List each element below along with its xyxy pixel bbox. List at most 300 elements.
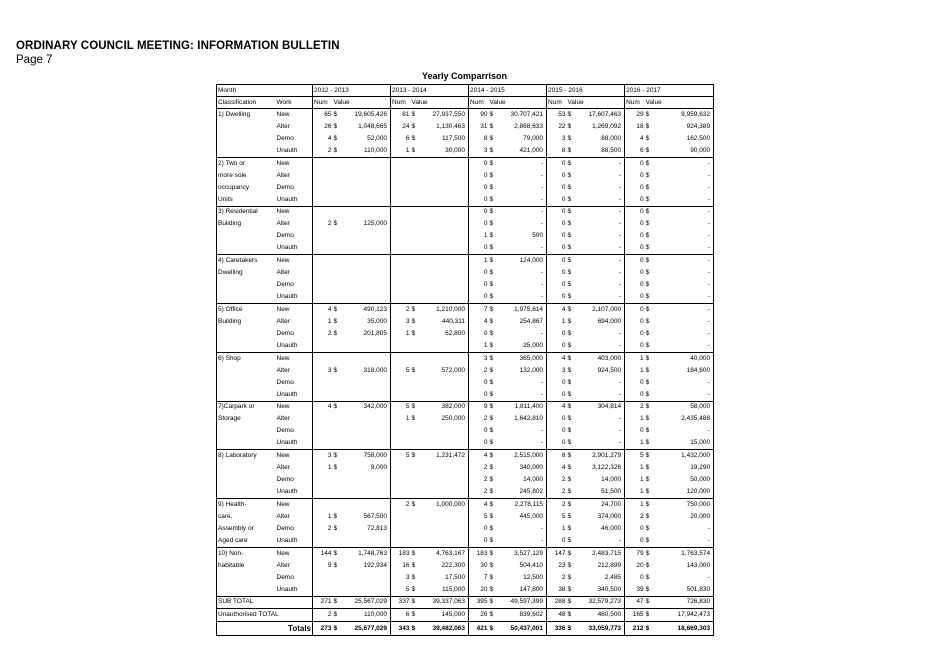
value-cell: 421,000	[519, 146, 544, 154]
classification-cell: care,	[218, 512, 233, 520]
num-cell	[313, 377, 333, 389]
currency-cell: $	[411, 585, 416, 593]
table-row	[217, 474, 714, 486]
value-cell: 2,868,633	[514, 122, 544, 130]
value-cell: 572,000	[441, 366, 466, 374]
value-cell: 14,000	[523, 476, 544, 484]
value-cell: 1,269,092	[592, 122, 622, 130]
currency-cell: $	[567, 512, 572, 520]
currency-cell: $	[333, 403, 338, 411]
currency-cell: $	[333, 561, 338, 569]
num-cell: 5	[391, 365, 411, 377]
value-cell: 924,500	[597, 366, 622, 374]
currency-cell	[411, 255, 419, 267]
num-cell: 1	[625, 437, 645, 449]
classification-cell	[217, 230, 276, 242]
currency-cell: $	[411, 624, 416, 632]
work-cell: Alter	[276, 220, 290, 228]
num-cell: 1	[469, 340, 489, 352]
currency-cell: $	[411, 317, 416, 325]
num-cell	[391, 511, 411, 523]
work-cell: Unauth	[276, 146, 298, 154]
currency-cell: $	[645, 452, 650, 460]
currency-cell: $	[645, 598, 650, 606]
num-cell	[391, 218, 411, 230]
num-cell: 0	[625, 328, 645, 340]
value-cell	[419, 462, 469, 474]
num-cell	[391, 535, 411, 547]
num-cell	[313, 499, 333, 511]
num-cell	[313, 206, 333, 218]
num-cell: 4	[313, 304, 333, 316]
value-cell: 192,934	[363, 561, 388, 569]
value-cell	[341, 340, 391, 352]
currency-cell: $	[489, 366, 494, 374]
value-cell	[419, 157, 469, 169]
value-cell	[419, 170, 469, 182]
value-cell	[341, 584, 391, 596]
value-cell: 1,811,400	[514, 403, 544, 411]
value-cell: -	[707, 378, 711, 386]
classification-cell: more sole	[218, 171, 247, 179]
table-row	[217, 133, 714, 145]
value-cell: -	[618, 427, 622, 435]
currency-cell: $	[567, 281, 572, 289]
num-cell: 0	[469, 535, 489, 547]
value-cell	[419, 279, 469, 291]
value-cell: -	[540, 329, 544, 337]
num-cell: 0	[469, 157, 489, 169]
currency-cell: $	[489, 464, 494, 472]
classification-cell: Building	[218, 220, 242, 228]
value-cell: -	[618, 232, 622, 240]
value-cell: -	[618, 171, 622, 179]
value-cell: -	[707, 269, 711, 277]
value-cell: 1,642,810	[514, 415, 544, 423]
currency-cell: $	[489, 183, 494, 191]
currency-cell: $	[645, 611, 650, 619]
value-cell	[419, 340, 469, 352]
currency-cell: $	[333, 317, 338, 325]
value-cell: 117,500	[442, 134, 466, 142]
currency-cell: $	[567, 305, 572, 313]
num-cell: 1	[625, 486, 645, 498]
value-cell: -	[540, 427, 544, 435]
currency-cell: $	[645, 415, 650, 423]
classification-cell: habitable	[218, 561, 245, 569]
work-cell: New	[276, 354, 290, 362]
value-cell	[341, 572, 391, 584]
value-cell: 27,937,550	[432, 110, 466, 118]
value-cell: 440,311	[442, 317, 466, 325]
currency-cell	[333, 499, 341, 511]
work-cell: New	[276, 452, 290, 460]
value-cell: -	[618, 159, 622, 167]
value-cell: 1,210,000	[436, 305, 466, 313]
classification-cell	[217, 145, 276, 157]
value-cell	[419, 242, 469, 254]
currency-cell	[333, 242, 341, 254]
value-cell: -	[707, 536, 711, 544]
table-row	[217, 535, 714, 547]
currency-cell: $	[489, 524, 494, 532]
currency-cell	[333, 206, 341, 218]
value-cell: -	[707, 208, 711, 216]
currency-cell: $	[567, 329, 572, 337]
currency-cell: $	[567, 171, 572, 179]
currency-cell: $	[645, 159, 650, 167]
currency-cell: $	[489, 403, 494, 411]
table-body	[217, 109, 714, 597]
num-cell: 22	[547, 121, 567, 133]
value-cell: -	[618, 244, 622, 252]
work-cell: New	[276, 208, 290, 216]
value-cell: -	[707, 281, 711, 289]
classification-cell	[217, 133, 276, 145]
currency-cell: $	[645, 317, 650, 325]
currency-cell	[333, 182, 341, 194]
num-cell: 79	[625, 547, 645, 559]
currency-cell: $	[645, 329, 650, 337]
work-cell: Unauth	[276, 341, 298, 349]
currency-cell: $	[333, 110, 338, 118]
num-cell: 2	[625, 401, 645, 413]
currency-cell	[411, 389, 419, 401]
value-cell: 132,000	[519, 366, 544, 374]
currency-cell: $	[489, 427, 494, 435]
num-cell: 1	[469, 255, 489, 267]
currency-cell: $	[645, 305, 650, 313]
currency-cell: $	[645, 549, 650, 557]
currency-cell: $	[411, 305, 416, 313]
value-cell: 250,000	[441, 415, 466, 423]
value-cell: 567,500	[363, 512, 388, 520]
subtotal-row	[217, 596, 714, 609]
num-cell: 2	[547, 486, 567, 498]
value-cell: 110,000	[364, 146, 388, 154]
table-row	[217, 242, 714, 254]
num-header: Num	[625, 97, 645, 109]
currency-cell: $	[645, 512, 650, 520]
value-cell: -	[618, 220, 622, 228]
num-cell: 3	[313, 365, 333, 377]
num-cell: 0	[547, 291, 567, 303]
num-cell: 2	[313, 218, 333, 230]
num-cell: 2	[469, 486, 489, 498]
value-cell: 1,763,574	[681, 549, 711, 557]
classification-cell	[217, 389, 276, 401]
value-cell: 382,000	[441, 403, 466, 411]
num-cell: 2	[391, 499, 411, 511]
currency-cell: $	[645, 390, 650, 398]
num-cell: 65	[313, 109, 333, 121]
num-cell: 3	[469, 145, 489, 157]
currency-cell: $	[411, 500, 416, 508]
currency-cell: $	[489, 512, 494, 520]
num-cell: 9	[313, 560, 333, 572]
classification-cell	[217, 340, 276, 352]
table-row	[217, 377, 714, 389]
value-cell: 79,000	[523, 134, 544, 142]
classification-cell: 1) Dwelling	[218, 110, 251, 118]
table-row	[217, 425, 714, 437]
currency-cell: $	[489, 159, 494, 167]
value-cell: -	[618, 281, 622, 289]
value-cell: -	[707, 573, 711, 581]
num-cell	[391, 462, 411, 474]
value-cell: -	[618, 195, 622, 203]
value-cell: -	[540, 208, 544, 216]
currency-cell: $	[333, 464, 338, 472]
value-cell: 403,000	[597, 354, 622, 362]
num-cell: 0	[625, 170, 645, 182]
classification-cell	[217, 279, 276, 291]
currency-cell: $	[489, 317, 494, 325]
currency-cell: $	[645, 403, 650, 411]
classification-cell: occupancy	[218, 183, 250, 191]
work-cell: Unauth	[276, 536, 298, 544]
num-cell: 0	[547, 194, 567, 206]
currency-cell: $	[567, 195, 572, 203]
num-cell	[313, 340, 333, 352]
num-cell	[313, 170, 333, 182]
currency-cell: $	[489, 195, 494, 203]
value-cell	[341, 170, 391, 182]
num-cell: 0	[469, 328, 489, 340]
classification-cell	[217, 437, 276, 449]
currency-cell: $	[645, 378, 650, 386]
num-cell: 0	[469, 182, 489, 194]
value-cell: -	[618, 183, 622, 191]
num-cell: 2	[469, 365, 489, 377]
value-cell: 51,500	[601, 488, 622, 496]
currency-cell	[333, 377, 341, 389]
currency-cell: $	[489, 439, 494, 447]
value-cell	[341, 352, 391, 364]
num-cell: 26	[313, 121, 333, 133]
currency-cell: $	[411, 611, 416, 619]
num-cell: 0	[625, 267, 645, 279]
currency-cell: $	[567, 317, 572, 325]
value-cell: 145,000	[441, 611, 466, 619]
currency-cell: $	[645, 208, 650, 216]
table-row	[217, 328, 714, 340]
num-cell: 26	[469, 609, 489, 622]
currency-cell: $	[567, 573, 572, 581]
currency-cell: $	[333, 220, 338, 228]
value-cell: 694,000	[597, 317, 622, 325]
currency-cell	[411, 523, 419, 535]
num-cell: 2	[313, 523, 333, 535]
value-cell: 35,000	[367, 317, 388, 325]
work-cell: Unauth	[276, 439, 298, 447]
num-cell: 2	[469, 462, 489, 474]
currency-cell	[333, 535, 341, 547]
num-cell: 5	[625, 450, 645, 462]
currency-cell	[411, 437, 419, 449]
num-cell: 1	[469, 230, 489, 242]
num-cell: 4	[547, 462, 567, 474]
num-cell: 0	[547, 267, 567, 279]
num-cell: 24	[391, 121, 411, 133]
value-cell: -	[540, 293, 544, 301]
currency-cell: $	[645, 524, 650, 532]
value-cell	[419, 437, 469, 449]
currency-cell	[333, 474, 341, 486]
value-cell: 1,048,665	[358, 122, 388, 130]
num-cell: 47	[625, 596, 645, 609]
num-cell: 4	[547, 304, 567, 316]
value-cell: 25,677,029	[354, 624, 388, 632]
num-cell: 1	[625, 413, 645, 425]
num-cell: 0	[625, 279, 645, 291]
currency-cell: $	[645, 183, 650, 191]
currency-cell: $	[645, 561, 650, 569]
num-cell: 2	[547, 474, 567, 486]
table-row	[217, 157, 714, 169]
currency-cell	[411, 425, 419, 437]
value-cell: -	[618, 257, 622, 265]
value-cell: 88,500	[601, 146, 622, 154]
currency-cell	[333, 425, 341, 437]
num-cell: 2	[547, 499, 567, 511]
value-cell: 19,290	[690, 464, 711, 472]
value-cell	[419, 535, 469, 547]
currency-cell	[333, 486, 341, 498]
table-row	[217, 145, 714, 157]
num-cell: 4	[469, 499, 489, 511]
classification-cell: 7)Carpark or	[218, 403, 255, 411]
num-cell: 0	[469, 425, 489, 437]
table-row	[217, 365, 714, 377]
classification-cell: 2) Two or	[218, 159, 245, 167]
num-cell: 0	[469, 206, 489, 218]
currency-cell	[411, 267, 419, 279]
currency-cell: $	[567, 341, 572, 349]
currency-cell: $	[567, 611, 572, 619]
currency-cell: $	[645, 232, 650, 240]
value-cell: 365,000	[519, 354, 544, 362]
value-cell: 758,000	[363, 452, 388, 460]
value-cell: 3,122,326	[592, 464, 622, 472]
currency-cell	[411, 170, 419, 182]
currency-cell	[333, 437, 341, 449]
work-cell: Demo	[276, 378, 294, 386]
value-cell	[419, 523, 469, 535]
classification-cell: 3) Residential	[218, 208, 258, 216]
currency-cell: $	[489, 536, 494, 544]
num-cell	[313, 182, 333, 194]
table-row	[217, 194, 714, 206]
table-row	[217, 182, 714, 194]
currency-cell: $	[489, 341, 494, 349]
value-cell: 50,437,001	[510, 624, 544, 632]
currency-cell: $	[333, 624, 338, 632]
num-cell: 4	[313, 401, 333, 413]
value-cell	[341, 267, 391, 279]
value-cell: 90,000	[690, 146, 711, 154]
totals-row	[217, 622, 714, 636]
num-cell: 0	[547, 377, 567, 389]
num-cell: 2	[469, 413, 489, 425]
num-cell	[313, 584, 333, 596]
num-cell	[391, 389, 411, 401]
currency-cell: $	[567, 208, 572, 216]
currency-cell	[411, 157, 419, 169]
value-cell	[419, 267, 469, 279]
work-cell: Demo	[276, 183, 294, 191]
value-cell	[341, 486, 391, 498]
work-cell: New	[276, 110, 290, 118]
value-cell: 110,000	[364, 611, 388, 619]
classification-cell: 5) Office	[218, 305, 243, 313]
value-cell: 124,000	[519, 257, 544, 265]
num-cell: 7	[469, 572, 489, 584]
currency-cell: $	[333, 452, 338, 460]
num-cell: 0	[625, 206, 645, 218]
num-cell	[391, 474, 411, 486]
value-cell: -	[618, 293, 622, 301]
currency-cell: $	[567, 134, 572, 142]
currency-cell: $	[567, 439, 572, 447]
num-cell: 0	[469, 377, 489, 389]
currency-cell: $	[645, 500, 650, 508]
table-totals	[217, 596, 714, 636]
work-cell: Demo	[276, 476, 294, 484]
value-cell	[341, 535, 391, 547]
num-cell: 1	[313, 462, 333, 474]
num-cell	[313, 352, 333, 364]
comparison-table	[216, 84, 714, 636]
num-cell: 0	[547, 425, 567, 437]
currency-cell	[411, 218, 419, 230]
num-cell: 1	[625, 462, 645, 474]
currency-cell	[333, 230, 341, 242]
num-cell	[313, 437, 333, 449]
num-cell: 1	[625, 352, 645, 364]
value-cell: 4,763,167	[436, 549, 466, 557]
num-cell: 337	[391, 596, 411, 609]
num-cell: 38	[547, 584, 567, 596]
currency-cell: $	[333, 146, 338, 154]
value-cell	[341, 255, 391, 267]
currency-cell	[333, 279, 341, 291]
table-row	[217, 206, 714, 218]
num-cell: 395	[469, 596, 489, 609]
num-header: Num	[469, 97, 489, 109]
currency-cell: $	[489, 293, 494, 301]
num-cell: 3	[391, 572, 411, 584]
value-cell	[419, 377, 469, 389]
num-cell: 39	[625, 584, 645, 596]
num-cell: 4	[547, 352, 567, 364]
currency-cell: $	[567, 183, 572, 191]
currency-cell: $	[567, 390, 572, 398]
currency-cell: $	[567, 500, 572, 508]
value-cell: 340,500	[597, 585, 622, 593]
value-cell: 374,000	[597, 512, 622, 520]
num-cell: 0	[469, 194, 489, 206]
value-cell: 52,000	[367, 134, 388, 142]
currency-cell	[333, 170, 341, 182]
value-cell: -	[707, 341, 711, 349]
num-cell: 3	[469, 352, 489, 364]
currency-cell: $	[411, 415, 416, 423]
year-header: 2013 - 2014	[391, 85, 469, 97]
num-cell: 2	[313, 328, 333, 340]
num-cell	[391, 425, 411, 437]
work-cell: Alter	[276, 512, 290, 520]
